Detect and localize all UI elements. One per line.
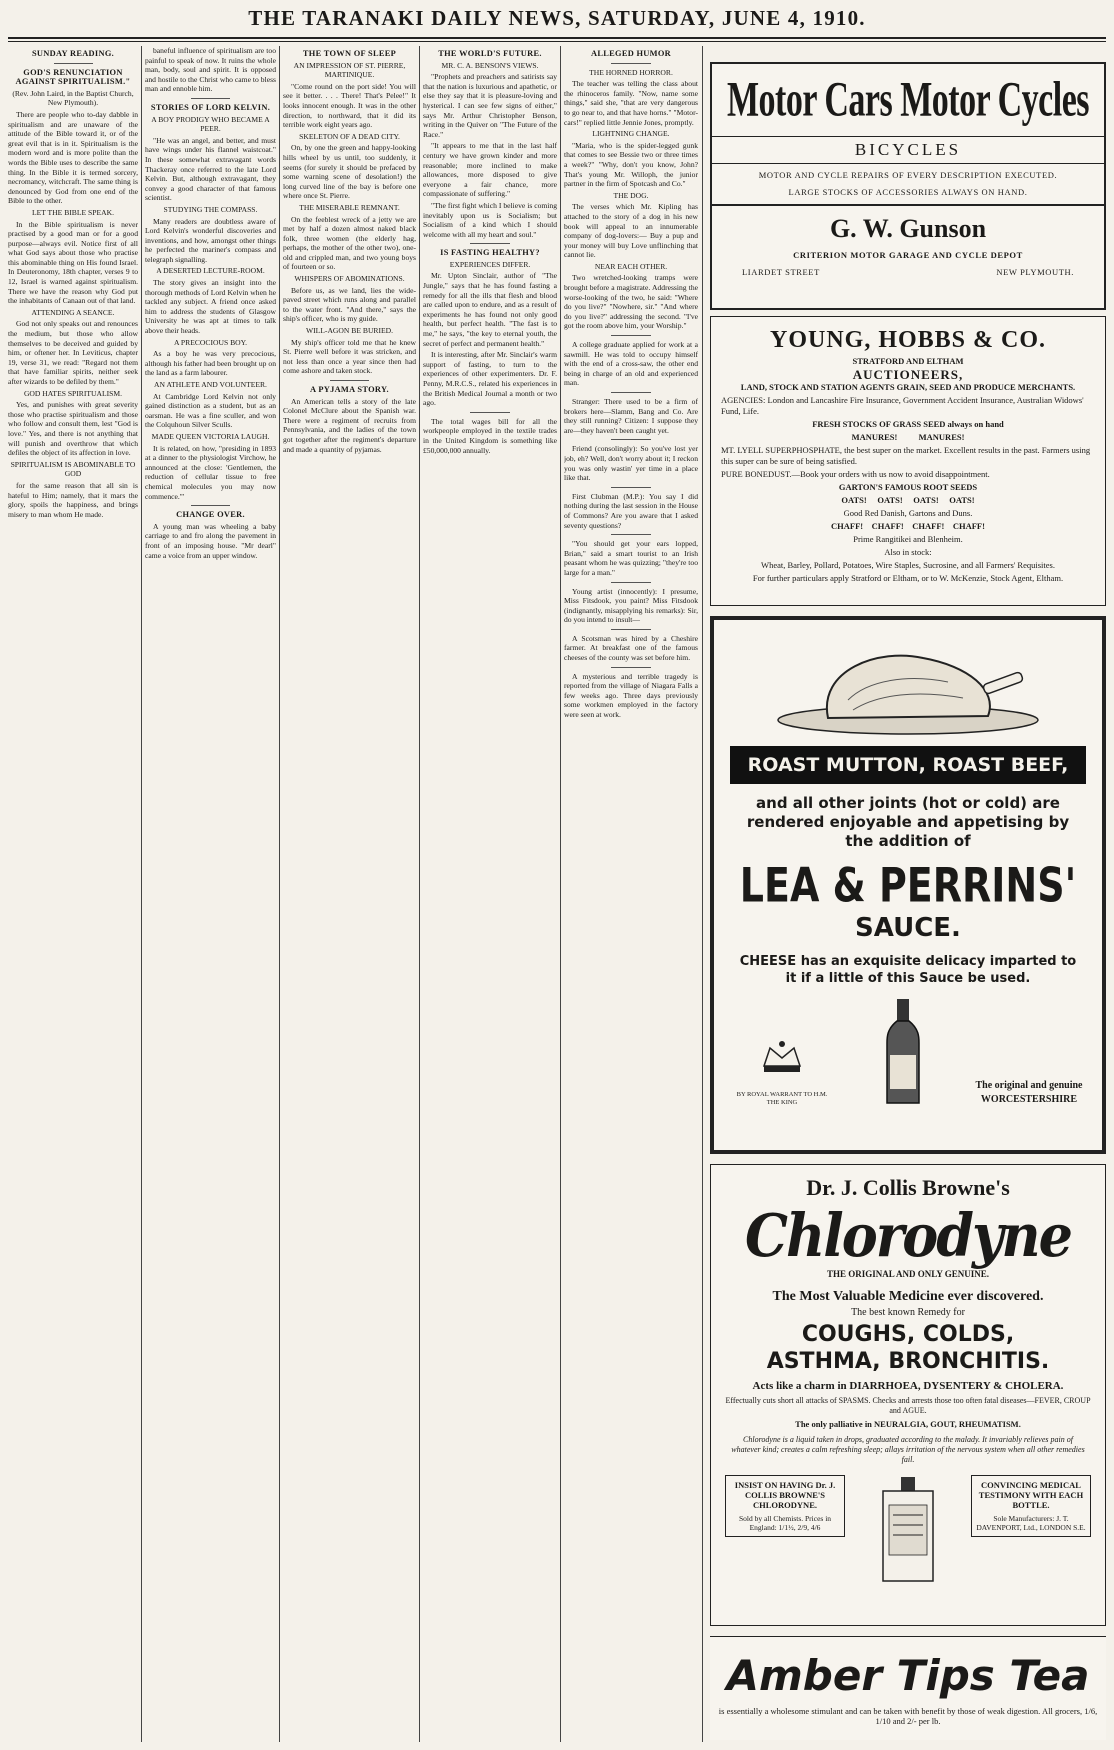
subheading: WHISPERS OF ABOMINATIONS. (294, 274, 405, 284)
advert-asthma: ASTHMA, BRONCHITIS. (766, 1349, 1050, 1374)
subheading: SPIRITUALISM IS ABOMINABLE TO GOD (10, 459, 136, 479)
article-paragraph: On, by one the green and happy-looking hills wheel by us until, too suddenly, it seems (for surely it should be prefaced by some warning scene of desolation!) the long curved line of the bay is before one where once St. Pierre. (283, 143, 416, 201)
column-3 (283, 46, 416, 1742)
divider (611, 439, 651, 440)
masthead-rule (8, 37, 1106, 39)
article-paragraph: "He was an angel, and better, and must have wings under his flannel waistcoat." In these somewhat extravagant words Thackeray once referred to the late Lord Kelvin. But, although extravagant, they convey a good character of that famous scientist. (145, 135, 276, 203)
joke-paragraph: "You should get your ears lopped, Brian," said a smart tourist to an Irish peasant whom he was quizzing; "they're too large for a man." (564, 539, 698, 577)
advert-town: NEW PLYMOUTH. (996, 267, 1074, 277)
advert-text: Good Red Danish, Gartons and Duns. (843, 508, 973, 518)
divider (191, 98, 230, 99)
joke-paragraph: Stranger: There used to be a firm of brokers here—Slamm, Bang and Co. Are they still running? Citizen: I suppose they are—they haven't been caught yet. (564, 397, 698, 435)
article-title: STORIES OF LORD KELVIN. (150, 102, 271, 112)
subheading: GOD HATES SPIRITUALISM. (23, 388, 123, 398)
advert-text: Prime Rangitikei and Blenheim. (853, 534, 963, 544)
advert-text: MT. LYELL SUPERPHOSPHATE, the best super on the market. Excellent results in the past. Farmers using this super can be sure of being satisfied. (721, 445, 1091, 466)
article-paragraph: The story gives an insight into the thorough methods of Lord Kelvin when he tackled any subject. A friend once asked him to address the students of Glasgow University he was apt at times to talk above their heads. (145, 278, 276, 336)
column-rule (141, 46, 142, 1742)
advert-text: GARTON'S FAMOUS ROOT SEEDS (838, 482, 978, 492)
article-paragraph: "It appears to me that in the last half century we have grown kinder and more reasonable; more inclined to make allowances, more disposed to give everyone a fair chance, more compassionate of suffering." (423, 141, 557, 199)
advert-roast-heading: ROAST MUTTON, ROAST BEEF, (747, 754, 1069, 776)
advert-original: The original and genuine WORCESTERSHIRE (975, 1080, 1083, 1105)
article-title: CHANGE OVER. (176, 510, 245, 520)
article-paragraph: "Come round on the port side! You will see it better. . . . There! That's Pelee!" It looks innocent enough. It was in the other direction, to northward, that it did its terrible work eight years ago. (283, 81, 416, 130)
subheading: EXPERIENCES DIFFER. (449, 259, 531, 269)
advert-sauce-label: SAUCE. (855, 913, 961, 943)
advert-insist: INSIST ON HAVING Dr. J. COLLIS BROWNE'S CHLORODYNE. (734, 1480, 836, 1510)
subheading: NEAR EACH OTHER. (594, 261, 668, 271)
joke-paragraph: The teacher was telling the class about the rhinoceros family. "Now, name some things," said she, "that are very dangerous to go near to, and that have horns." "Motor-cars!" replied little Jennie Jones, promptly. (564, 79, 698, 127)
royal-crest-icon (752, 1036, 812, 1086)
advert-sold: Sold by all Chemists. Prices in England: 1/1½, 2/9, 4/6 (738, 1514, 832, 1532)
article-paragraph: On the feeblest wreck of a jetty we are met by half a dozen almost naked black folk, three women (the elderly hag, perhaps, the mother of the other two), one-old and crippled man, and two young boys of fourteen or so. (283, 214, 416, 272)
subheading: THE HORNED HORROR. (589, 67, 673, 77)
advert-business-name: G. W. Gunson (712, 204, 1104, 244)
advert-text: LARGE STOCKS OF ACCESSORIES ALWAYS ON HAND. (788, 187, 1028, 197)
article-paragraph: "Prophets and preachers and satirists say that the nation is luxurious and apathetic, or else they say that it is pleasure-loving and hysterical. I can see few signs of either," says Mr. Arthur Christopher Benson, writing in the Quiver on "The Future of the Race." (423, 72, 557, 139)
subheading: STUDYING THE COMPASS. (163, 204, 258, 214)
divider (611, 667, 651, 668)
joke-paragraph: First Clubman (M.P.): You say I did nothing during the last session in the House of Commons? Are you aware that I asked seventy questions? (564, 491, 698, 530)
article-paragraph: At Cambridge Lord Kelvin not only gained distinction as a student, but as an oarsman. He was a fine sculler, and won the Colquhoun Silver Sculls. (145, 391, 276, 430)
article-paragraph: As a boy he was very precocious, although his father had been brought up on the land as a farm labourer. (145, 349, 276, 378)
advert-bicycles: BICYCLES (712, 136, 1104, 164)
divider (611, 63, 651, 64)
advert-text: AGENCIES: London and Lancashire Fire Insurance, Government Accident Insurance, Australian Widows' Fund, Life. (721, 395, 1084, 416)
advert-text: Wheat, Barley, Pollard, Potatoes, Wire Staples, Sucrosine, and all Farmers' Requisites. (761, 560, 1055, 570)
article-paragraph: The total wages bill for all the workpeople employed in the textile trades in the United Kingdom is something like £50,000,000 annually. (423, 416, 557, 455)
advert-text: MANURES! MANURES! (851, 432, 965, 442)
column-rule (279, 46, 280, 1742)
article-title: THE TOWN OF SLEEP (302, 49, 397, 58)
joke-paragraph: A mysterious and terrible tragedy is reported from the village of Niagara Falls a few weeks ago. Three days previously some workmen employed in the factory were seen at work. (564, 671, 698, 720)
advert-text: STRATFORD AND ELTHAM (852, 356, 964, 366)
advert-doctor: Dr. J. Collis Browne's (806, 1175, 1010, 1200)
advert-street: LIARDET STREET (742, 267, 820, 277)
article-paragraph: An American tells a story of the late Colonel McClure about the Spanish war. There were a regiment of recruits from Pennsylvania, and the ladies of the town got together after the regiment's departure and made a quantity of pyjamas. (283, 396, 416, 454)
advert-text: LAND, STOCK AND STATION AGENTS GRAIN, SEED AND PRODUCE MERCHANTS. (740, 382, 1076, 392)
subheading: WILL-AGON BE BURIED. (305, 326, 394, 336)
divider (611, 487, 651, 488)
article-title: THE WORLD'S FUTURE. (438, 49, 542, 58)
advert-text: The Most Valuable Medicine ever discovered. (772, 1289, 1044, 1304)
article-paragraph: Yes, and punishes with great severity those who practise spiritualism and those who follow and consult them, lest "God is love." Yes, and there is not anything that will punish and overthrow that which defiles the object of its affection in love. (8, 400, 138, 458)
joke-paragraph: Two wretched-looking tramps were brought before a magistrate. Addressing the worse-looking of the two, he said: "Where do you live?" "Nowhere, sir." "And where do you live?" addressing the second. "I've got the room above him, your Worship." (564, 273, 698, 331)
column-5 (564, 46, 698, 1742)
joke-paragraph: The verses which Mr. Kipling has attached to the story of a dog in his new book will appeal to an innumerable company of dog-lovers:— Buy a pup and your money will buy Love unflinching that cannot lie. (564, 202, 698, 260)
divider (54, 63, 93, 64)
advert-brand-name: Chlorodyne (745, 1199, 1071, 1271)
subheading: ATTENDING A SEANCE. (31, 307, 115, 317)
divider (191, 505, 230, 506)
advert-text: CRITERION MOTOR GARAGE AND CYCLE DEPOT (793, 250, 1023, 260)
article-paragraph: God not only speaks out and renounces the medium, but those who allow themselves to be deceived and guided by him, or oftener her. In Leviticus, chapter 19, verse 31, we read: "Regard not them that have familiar spirits, neither seek after wizards to be defiled by them." (8, 319, 138, 386)
divider (611, 392, 651, 393)
subheading: THE DOG. (613, 190, 649, 200)
advert-genuine: THE ORIGINAL AND ONLY GENUINE. (826, 1269, 990, 1279)
joke-paragraph: Friend (consolingly): So you've lost yer job, eh? Well, don't worry about it; I reckon you was only wastin' yer time in a place like that. (564, 444, 698, 483)
advert-text: CHAFF! CHAFF! CHAFF! CHAFF! (831, 521, 985, 531)
section-heading: SUNDAY READING. (31, 49, 115, 58)
advert-warrant: BY ROYAL WARRANT TO H.M. THE KING (736, 1091, 828, 1106)
subheading: MADE QUEEN VICTORIA LAUGH. (151, 431, 270, 441)
advert-text: AUCTIONEERS, (852, 367, 964, 382)
advert-brand-name: Amber Tips Tea (726, 1651, 1090, 1700)
advert-text: Chlorodyne is a liquid taken in drops, graduated according to the malady. It invariably relieves pain of whatever kind; creates a calm refreshing sleep; allays irritation of the nervous system when all other remedies fail. (731, 1435, 1085, 1464)
advert-text: is essentially a wholesome stimulant and can be taken with benefit by those of weak digestion. All grocers, 1/6, 1/10 and 2/- per lb. (718, 1706, 1098, 1726)
joke-paragraph: A Scotsman was hired by a Cheshire farmer. At breakfast one of the famous cheeses of the county was set before him. (564, 633, 698, 663)
joke-paragraph: "Maria, who is the spider-legged gunk that comes to see Bessie two or three times a week?" "Why, don't you know, John? That's young Mr. Willoph, the junior partner in the firm of Spotcash and Co." (564, 140, 698, 189)
article-title: GOD'S RENUNCIATION AGAINST SPIRITUALISM." (15, 67, 131, 87)
article-paragraph: There are people who to-day dabble in spiritualism and are unaware of the attitude of the Bible toward it, or of the great evil that is in it. Spiritualism is the modern word and is more polite than the words the Bible uses to describe the same thing. In the Bible it is termed sorcery, necromancy, witchcraft. The same thing is denounced by God from one end of the Bible to the other. (8, 109, 138, 206)
subheading: A DESERTED LECTURE-ROOM. (156, 266, 265, 276)
divider (611, 335, 651, 336)
masthead-rule-thin (8, 41, 1106, 42)
advert-motor-cars (710, 62, 1106, 310)
article-paragraph: Before us, as we land, lies the wide-paved street which runs along and parallel to the water front. "And there," says the ship's officer, who is my guide. (283, 285, 416, 324)
advert-text: MOTOR AND CYCLE REPAIRS OF EVERY DESCRIPTION EXECUTED. (758, 170, 1058, 180)
advert-chlorodyne (710, 1164, 1106, 1626)
advert-text: and all other joints (hot or cold) are rendered enjoyable and appetising by the addition of (746, 794, 1070, 850)
advert-text: Also in stock: (884, 547, 932, 557)
advert-text: Acts like a charm in DIARRHOEA, DYSENTERY & CHOLERA. (752, 1380, 1064, 1392)
advert-lea-perrins (710, 616, 1106, 1154)
masthead: THE TARANAKI DAILY NEWS, SATURDAY, JUNE 4, 1910. (248, 6, 866, 30)
subheading: AN IMPRESSION OF ST. PIERRE, MARTINIQUE. (293, 60, 406, 80)
article-paragraph: baneful influence of spiritualism are too painful to speak of now. It ruins the whole man, body, soul and spirit. It is opposed and hostile to the Christ who came to bless man and ennoble him. (145, 46, 276, 94)
sauce-bottle-icon (881, 997, 925, 1107)
article-paragraph: Many readers are doubtless aware of Lord Kelvin's wonderful discoveries and inventions, and how, amongst other things he perfected the mariner's compass and telegraph signalling. (145, 216, 276, 264)
advert-business-name: YOUNG, HOBBS & CO. (769, 327, 1047, 353)
joke-paragraph: Young artist (innocently): I presume, Miss Fitsdook, you paint? Miss Fitsdook (indignantly, misapplying his remarks): Sir, do you intend to insult— (564, 586, 698, 625)
advert-motor-title: Motor Cars Motor Cycles (726, 73, 1090, 128)
medicine-bottle-icon (873, 1475, 943, 1585)
column-rule (560, 46, 561, 1742)
subheading: SKELETON OF A DEAD CITY. (299, 131, 400, 141)
subheading: MR. C. A. BENSON'S VIEWS. (441, 60, 539, 70)
column-1 (8, 46, 138, 1742)
advert-young-hobbs (710, 316, 1106, 606)
subheading: A PRECOCIOUS BOY. (173, 337, 248, 347)
advert-text: FRESH STOCKS OF GRASS SEED always on hand (812, 419, 1004, 429)
advert-text: Effectually cuts short all attacks of SPASMS. Checks and arrests those too often fatal diseases—FEVER, CROUP and AGUE. (725, 1396, 1091, 1415)
article-paragraph: A young man was wheeling a baby carriage to and fro along the pavement in front of an imposing house. "Mr dearl" came a voice from an upper window. (145, 521, 276, 560)
column-4 (423, 46, 557, 1742)
divider (470, 243, 510, 244)
article-paragraph: My ship's officer told me that he knew St. Pierre well before it was stricken, and not less than once a year since then had come ashore and taken stock. (283, 337, 416, 376)
divider (611, 534, 651, 535)
article-title: IS FASTING HEALTHY? (440, 248, 540, 258)
advert-text: The only palliative in NEURALGIA, GOUT, RHEUMATISM. (795, 1419, 1021, 1429)
subheading: A BOY PRODIGY WHO BECAME A PEER. (151, 114, 270, 134)
advert-brand-name: LEA & PERRINS' (739, 857, 1077, 913)
subheading: AN ATHLETE AND VOLUNTEER. (154, 380, 267, 389)
article-paragraph: "The first fight which I believe is coming inevitably upon us is Socialism; but Socialism of a kind which I should welcome with all my heart and soul." (423, 200, 557, 239)
advert-amber-tips (710, 1636, 1106, 1740)
advert-maker: Sole Manufacturers: J. T. DAVENPORT, Ltd., LONDON S.E. (976, 1514, 1086, 1532)
advert-convincing: CONVINCING MEDICAL TESTIMONY WITH EACH BOTTLE. (978, 1480, 1084, 1510)
advert-text: PURE BONEDUST.—Book your orders with us now to avoid disappointment. (721, 469, 990, 479)
article-paragraph: In the Bible spiritualism is never practised by a good man or for a good purpose—always evil. Notice first of all what God says about those who practise this abominable thing on His found Israel. In Deuteronomy, 18th chapter, verses 9 to 12, Israel is warned against spiritualism. There we have the reason why God put the inhabitants of Canaan out of that land. (8, 219, 138, 306)
roast-illustration (758, 630, 1058, 740)
joke-paragraph: A college graduate applied for work at a sawmill. He was told to occupy himself with the end of a cross-saw, the other end being in charge of an old and experienced man. (564, 340, 698, 388)
article-paragraph: for the same reason that all sin is hateful to Him; namely, that it mars the glory, spoils the happiness, and brings misery to man whom He made. (8, 480, 138, 519)
divider (330, 380, 370, 381)
column-rule (702, 46, 703, 1742)
subheading: THE MISERABLE REMNANT. (299, 202, 400, 212)
divider (611, 582, 651, 583)
byline: (Rev. John Laird, in the Baptist Church, New Plymouth). (12, 88, 134, 108)
article-paragraph: It is interesting, after Mr. Sinclair's warm support of fasting, to turn to the experiences of other experimenters. Dr. F. Penny, M.R.C.S., related his experiences in the British Medical Journal a month or two ago. (423, 350, 557, 408)
advert-text: OATS! OATS! OATS! OATS! (841, 495, 975, 505)
advert-coughs: COUGHS, COLDS, (801, 1322, 1015, 1347)
advert-text: For further particulars apply Stratford or Eltham, or to W. McKenzie, Stock Agent, Eltham. (752, 573, 1064, 583)
article-paragraph: Mr. Upton Sinclair, author of "The Jungle," says that he has found fasting a remedy for all the ills that flesh and blood are called upon to endure, and as a result of experiments he has found not only good health, but perfect health. "The fast is to me," he says, "the key to eternal youth, the secret of perfect and permanent health." (423, 271, 557, 348)
column-2 (145, 46, 276, 1742)
advert-text: The best known Remedy for (851, 1307, 965, 1318)
subheading: LET THE BIBLE SPEAK. (32, 207, 114, 217)
article-paragraph: It is related, on how, "presiding in 1893 at a dinner to the physiologist Virchow, he announced at the close: 'Gentlemen, the reduction of cellular tissue to free chemical molecules you may now commence.'" (145, 443, 276, 501)
advert-text: CHEESE has an exquisite delicacy imparted to it if a little of this Sauce be used. (739, 954, 1077, 986)
divider (470, 412, 510, 413)
divider (611, 629, 651, 630)
article-title: ALLEGED HUMOR (591, 49, 671, 58)
column-rule (419, 46, 420, 1742)
article-title: A PYJAMA STORY. (310, 385, 389, 394)
advert-address (742, 267, 1074, 278)
subheading: LIGHTNING CHANGE. (592, 129, 670, 139)
